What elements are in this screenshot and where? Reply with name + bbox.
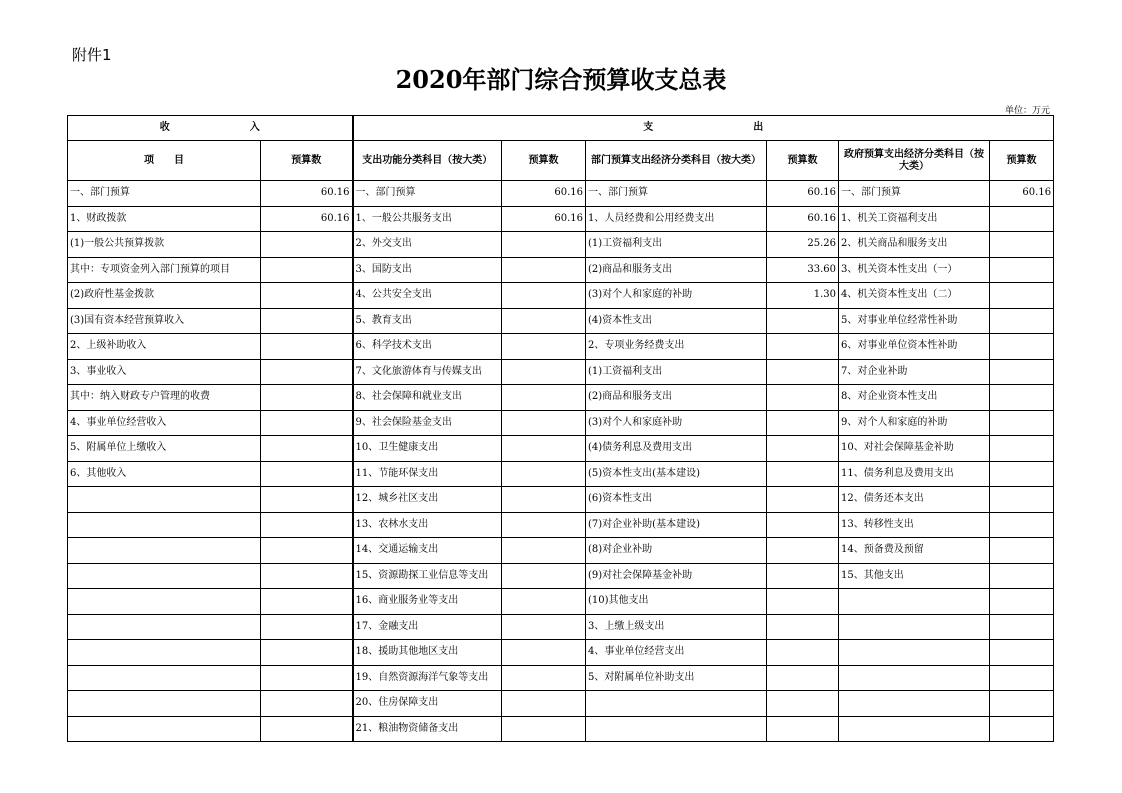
gov-budget-cell xyxy=(990,614,1054,640)
gov-econ-cell: 7、对企业补助 xyxy=(839,359,990,385)
gov-econ-cell xyxy=(839,640,990,666)
dept-econ-cell: (5)资本性支出(基本建设) xyxy=(586,461,767,487)
gov-econ-cell: 2、机关商品和服务支出 xyxy=(839,232,990,258)
gov-budget-cell xyxy=(990,334,1054,360)
func-budget-header: 预算数 xyxy=(502,141,586,181)
dept-budget-cell xyxy=(767,589,839,615)
income-item-cell xyxy=(68,691,261,717)
income-item-cell: (3)国有资本经营预算收入 xyxy=(68,308,261,334)
dept-econ-cell: 4、事业单位经营支出 xyxy=(586,640,767,666)
dept-budget-cell: 60.16 xyxy=(767,206,839,232)
gov-budget-cell xyxy=(990,665,1054,691)
dept-econ-cell: (2)商品和服务支出 xyxy=(586,385,767,411)
gov-econ-cell xyxy=(839,614,990,640)
func-class-cell: 13、农林水支出 xyxy=(353,512,502,538)
income-budget-cell xyxy=(261,512,353,538)
income-item-cell xyxy=(68,665,261,691)
income-item-cell: 2、上级补助收入 xyxy=(68,334,261,360)
gov-budget-cell xyxy=(990,512,1054,538)
dept-budget-cell xyxy=(767,410,839,436)
income-budget-cell xyxy=(261,640,353,666)
func-class-cell: 9、社会保险基金支出 xyxy=(353,410,502,436)
income-item-cell xyxy=(68,512,261,538)
dept-budget-cell xyxy=(767,487,839,513)
page-title: 2020年部门综合预算收支总表 xyxy=(395,65,727,94)
table-row xyxy=(68,716,1054,742)
dept-econ-cell: 一、部门预算 xyxy=(586,181,767,207)
func-class-cell: 1、一般公共服务支出 xyxy=(353,206,502,232)
dept-budget-cell xyxy=(767,512,839,538)
dept-budget-cell xyxy=(767,640,839,666)
func-class-cell: 4、公共安全支出 xyxy=(353,283,502,309)
dept-econ-cell: (9)对社会保障基金补助 xyxy=(586,563,767,589)
func-class-cell: 18、援助其他地区支出 xyxy=(353,640,502,666)
dept-budget-cell xyxy=(767,716,839,742)
func-class-cell: 11、节能环保支出 xyxy=(353,461,502,487)
func-class-cell: 7、文化旅游体育与传媒支出 xyxy=(353,359,502,385)
dept-econ-class-header: 部门预算支出经济分类科目（按大类） xyxy=(586,141,767,181)
gov-econ-cell: 13、转移性支出 xyxy=(839,512,990,538)
income-item-cell xyxy=(68,614,261,640)
func-budget-cell xyxy=(502,512,586,538)
func-budget-cell xyxy=(502,410,586,436)
income-budget-cell xyxy=(261,257,353,283)
gov-budget-cell: 60.16 xyxy=(990,181,1054,207)
func-class-cell: 2、外交支出 xyxy=(353,232,502,258)
income-budget-cell: 60.16 xyxy=(261,206,353,232)
income-budget-cell xyxy=(261,283,353,309)
func-budget-cell xyxy=(502,359,586,385)
gov-econ-cell xyxy=(839,691,990,717)
gov-econ-cell: 1、机关工资福利支出 xyxy=(839,206,990,232)
gov-budget-header: 预算数 xyxy=(990,141,1054,181)
gov-budget-cell xyxy=(990,385,1054,411)
income-budget-cell xyxy=(261,563,353,589)
table-row xyxy=(68,181,1054,207)
func-class-cell: 8、社会保障和就业支出 xyxy=(353,385,502,411)
func-class-cell: 5、教育支出 xyxy=(353,308,502,334)
dept-econ-cell: (3)对个人和家庭的补助 xyxy=(586,283,767,309)
gov-budget-cell xyxy=(990,206,1054,232)
func-budget-cell xyxy=(502,589,586,615)
func-class-cell: 14、交通运输支出 xyxy=(353,538,502,564)
income-budget-cell xyxy=(261,385,353,411)
gov-budget-cell xyxy=(990,716,1054,742)
dept-econ-cell xyxy=(586,716,767,742)
dept-econ-cell: (8)对企业补助 xyxy=(586,538,767,564)
income-budget-cell xyxy=(261,589,353,615)
func-class-cell: 21、粮油物资储备支出 xyxy=(353,716,502,742)
func-class-cell: 20、住房保障支出 xyxy=(353,691,502,717)
dept-budget-cell: 25.26 xyxy=(767,232,839,258)
func-budget-cell xyxy=(502,385,586,411)
income-budget-cell xyxy=(261,691,353,717)
dept-budget-cell xyxy=(767,461,839,487)
dept-budget-cell: 60.16 xyxy=(767,181,839,207)
income-item-cell xyxy=(68,589,261,615)
gov-budget-cell xyxy=(990,283,1054,309)
dept-econ-cell: 3、上缴上级支出 xyxy=(586,614,767,640)
gov-econ-cell xyxy=(839,716,990,742)
func-class-cell: 17、金融支出 xyxy=(353,614,502,640)
table-row xyxy=(68,461,1054,487)
func-budget-cell xyxy=(502,538,586,564)
income-item-cell: 6、其他收入 xyxy=(68,461,261,487)
gov-budget-cell xyxy=(990,359,1054,385)
income-budget-cell xyxy=(261,538,353,564)
func-class-cell: 3、国防支出 xyxy=(353,257,502,283)
dept-budget-cell xyxy=(767,436,839,462)
gov-econ-cell: 4、机关资本性支出（二） xyxy=(839,283,990,309)
gov-econ-cell: 12、债务还本支出 xyxy=(839,487,990,513)
dept-budget-cell xyxy=(767,614,839,640)
gov-econ-cell xyxy=(839,589,990,615)
table-row xyxy=(68,257,1054,283)
income-budget-cell xyxy=(261,410,353,436)
func-class-cell: 一、部门预算 xyxy=(353,181,502,207)
income-budget-cell xyxy=(261,614,353,640)
income-item-cell: (1)一般公共预算拨款 xyxy=(68,232,261,258)
unit-label: 单位：万元 xyxy=(1004,106,1050,116)
gov-budget-cell xyxy=(990,257,1054,283)
income-item-cell: 1、财政拨款 xyxy=(68,206,261,232)
income-item-cell: 一、部门预算 xyxy=(68,181,261,207)
gov-econ-cell xyxy=(839,665,990,691)
gov-econ-cell: 14、预备费及预留 xyxy=(839,538,990,564)
dept-budget-cell: 33.60 xyxy=(767,257,839,283)
income-budget-cell xyxy=(261,716,353,742)
dept-econ-cell: (7)对企业补助(基本建设) xyxy=(586,512,767,538)
dept-budget-cell xyxy=(767,665,839,691)
table-row xyxy=(68,614,1054,640)
income-budget-cell xyxy=(261,359,353,385)
gov-budget-cell xyxy=(990,410,1054,436)
header-row-2 xyxy=(68,141,1054,181)
func-budget-cell xyxy=(502,461,586,487)
income-item-cell: 3、事业收入 xyxy=(68,359,261,385)
gov-econ-cell: 11、债务利息及费用支出 xyxy=(839,461,990,487)
func-class-cell: 19、自然资源海洋气象等支出 xyxy=(353,665,502,691)
table-row xyxy=(68,512,1054,538)
func-budget-cell: 60.16 xyxy=(502,181,586,207)
dept-econ-cell: (1)工资福利支出 xyxy=(586,359,767,385)
income-budget-cell: 60.16 xyxy=(261,181,353,207)
income-header: 收 入 xyxy=(68,116,353,141)
dept-econ-cell: 2、专项业务经费支出 xyxy=(586,334,767,360)
gov-econ-cell: 8、对企业资本性支出 xyxy=(839,385,990,411)
dept-econ-cell: (4)债务利息及费用支出 xyxy=(586,436,767,462)
dept-budget-cell xyxy=(767,359,839,385)
dept-budget-cell xyxy=(767,538,839,564)
table-row xyxy=(68,563,1054,589)
func-class-header: 支出功能分类科目（按大类） xyxy=(353,141,502,181)
table-row xyxy=(68,308,1054,334)
income-item-cell: 4、事业单位经营收入 xyxy=(68,410,261,436)
dept-budget-cell: 1.30 xyxy=(767,283,839,309)
gov-budget-cell xyxy=(990,538,1054,564)
func-class-cell: 15、资源勘探工业信息等支出 xyxy=(353,563,502,589)
gov-budget-cell xyxy=(990,691,1054,717)
func-budget-cell xyxy=(502,436,586,462)
dept-econ-cell: (3)对个人和家庭补助 xyxy=(586,410,767,436)
gov-econ-cell: 一、部门预算 xyxy=(839,181,990,207)
func-budget-cell xyxy=(502,308,586,334)
dept-econ-cell: (2)商品和服务支出 xyxy=(586,257,767,283)
func-class-cell: 6、科学技术支出 xyxy=(353,334,502,360)
func-budget-cell xyxy=(502,283,586,309)
dept-econ-cell: (4)资本性支出 xyxy=(586,308,767,334)
dept-budget-cell xyxy=(767,691,839,717)
gov-budget-cell xyxy=(990,232,1054,258)
attachment-label: 附件1 xyxy=(72,46,112,64)
income-item-cell: 其中：专项资金列入部门预算的项目 xyxy=(68,257,261,283)
income-budget-cell xyxy=(261,487,353,513)
income-budget-header: 预算数 xyxy=(261,141,353,181)
dept-budget-header: 预算数 xyxy=(767,141,839,181)
table-row xyxy=(68,410,1054,436)
gov-econ-cell: 10、对社会保障基金补助 xyxy=(839,436,990,462)
table-row xyxy=(68,232,1054,258)
gov-budget-cell xyxy=(990,563,1054,589)
gov-budget-cell xyxy=(990,308,1054,334)
table-row xyxy=(68,283,1054,309)
func-budget-cell xyxy=(502,487,586,513)
income-budget-cell xyxy=(261,334,353,360)
dept-budget-cell xyxy=(767,563,839,589)
gov-econ-cell: 6、对事业单位资本性补助 xyxy=(839,334,990,360)
func-class-cell: 16、商业服务业等支出 xyxy=(353,589,502,615)
dept-budget-cell xyxy=(767,334,839,360)
gov-budget-cell xyxy=(990,487,1054,513)
func-budget-cell xyxy=(502,257,586,283)
func-class-cell: 10、卫生健康支出 xyxy=(353,436,502,462)
gov-econ-cell: 3、机关资本性支出（一） xyxy=(839,257,990,283)
income-item-cell: 其中：纳入财政专户管理的收费 xyxy=(68,385,261,411)
gov-econ-cell: 15、其他支出 xyxy=(839,563,990,589)
table-row xyxy=(68,538,1054,564)
gov-budget-cell xyxy=(990,436,1054,462)
income-budget-cell xyxy=(261,308,353,334)
func-budget-cell xyxy=(502,716,586,742)
expense-header: 支 出 xyxy=(353,116,1054,141)
func-budget-cell xyxy=(502,640,586,666)
func-budget-cell xyxy=(502,563,586,589)
dept-econ-cell: (1)工资福利支出 xyxy=(586,232,767,258)
func-class-cell: 12、城乡社区支出 xyxy=(353,487,502,513)
func-budget-cell xyxy=(502,614,586,640)
table-row xyxy=(68,436,1054,462)
gov-budget-cell xyxy=(990,461,1054,487)
table-row xyxy=(68,487,1054,513)
income-item-cell: 5、附属单位上缴收入 xyxy=(68,436,261,462)
income-item-cell xyxy=(68,716,261,742)
item-header: 项 目 xyxy=(68,141,261,181)
table-row xyxy=(68,640,1054,666)
table-row xyxy=(68,589,1054,615)
gov-budget-cell xyxy=(990,589,1054,615)
income-item-cell xyxy=(68,487,261,513)
dept-econ-cell: 5、对附属单位补助支出 xyxy=(586,665,767,691)
header-row-1 xyxy=(68,116,1054,141)
table-row xyxy=(68,359,1054,385)
income-item-cell: (2)政府性基金拨款 xyxy=(68,283,261,309)
func-budget-cell xyxy=(502,334,586,360)
dept-econ-cell: (10)其他支出 xyxy=(586,589,767,615)
gov-econ-cell: 9、对个人和家庭的补助 xyxy=(839,410,990,436)
budget-summary-table xyxy=(67,115,1054,742)
income-budget-cell xyxy=(261,461,353,487)
income-item-cell xyxy=(68,640,261,666)
dept-econ-cell: 1、人员经费和公用经费支出 xyxy=(586,206,767,232)
table-row xyxy=(68,206,1054,232)
table-row xyxy=(68,385,1054,411)
table-row xyxy=(68,665,1054,691)
dept-econ-cell: (6)资本性支出 xyxy=(586,487,767,513)
dept-budget-cell xyxy=(767,308,839,334)
gov-budget-cell xyxy=(990,640,1054,666)
func-budget-cell: 60.16 xyxy=(502,206,586,232)
income-budget-cell xyxy=(261,436,353,462)
gov-econ-class-header: 政府预算支出经济分类科目（按大类） xyxy=(839,141,990,181)
dept-econ-cell xyxy=(586,691,767,717)
func-budget-cell xyxy=(502,232,586,258)
income-budget-cell xyxy=(261,232,353,258)
income-item-cell xyxy=(68,563,261,589)
table-row xyxy=(68,691,1054,717)
table-row xyxy=(68,334,1054,360)
income-budget-cell xyxy=(261,665,353,691)
gov-econ-cell: 5、对事业单位经常性补助 xyxy=(839,308,990,334)
func-budget-cell xyxy=(502,665,586,691)
func-budget-cell xyxy=(502,691,586,717)
income-item-cell xyxy=(68,538,261,564)
dept-budget-cell xyxy=(767,385,839,411)
